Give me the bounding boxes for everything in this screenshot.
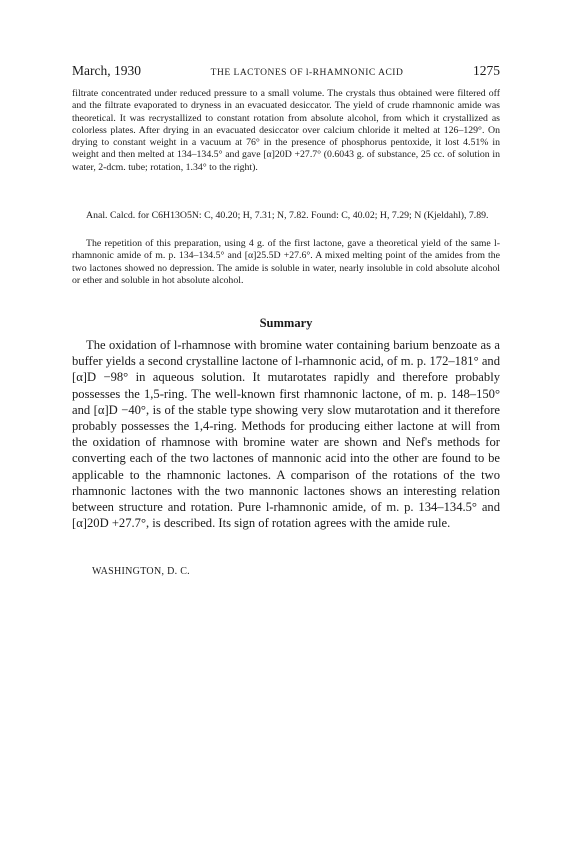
experimental-section: [72, 88, 500, 174]
header-date: March, 1930: [72, 63, 141, 78]
summary-heading: Summary: [259, 316, 313, 330]
analysis-section: [72, 210, 500, 222]
signature-location: WASHINGTON, D. C.: [92, 566, 190, 577]
page-number: 1275: [473, 63, 500, 78]
page-header: [72, 63, 500, 79]
running-title: THE LACTONES OF l-RHAMNONIC ACID: [210, 68, 404, 78]
paragraph-3: The repetition of this preparation, using 4 g. of the first lactone, gave a theoretical yield of the same l-rhamnonic amide of m. p. 134–134.5° and [α]25.5D +27.6°. A mixed melting point of the amides from the two lactones showed no depression. The amide is soluble in water, nearly insoluble in cold absolute alcohol or ether and soluble in hot absolute alcohol.: [72, 238, 500, 286]
summary-text: The oxidation of l-rhamnose with bromine water containing barium benzoate as a buffer yields a second crystalline lactone of l-rhamnonic acid, of m. p. 172–181° and [α]D −98° in aqueous solution. It mutarotates rapidly and therefore probably possesses the 1,5-ring. The well-known first rhamnonic lactone, of m. p. 148–150° and [α]D −40°, is of the stable type showing very slow mutarotation and it therefore probably possesses the 1,4-ring. Methods for producing either lactone at will from the oxidation of rhamnose with bromine water are shown and Nef's methods for converting each of the two lactones of mannonic acid into the other are found to be applicable to the rhamnonic lactones. A comparison of the rotations of the two rhamnonic lactones with the two mannonic lactones shows an interesting relation between structure and rotation. Pure l-rhamnonic amide, of m. p. 134–134.5° and [α]20D +27.7°, is described. Its sign of rotation agrees with the amide rule.: [72, 338, 500, 531]
repetition-section: [72, 238, 500, 287]
paragraph-analysis: Anal. Calcd. for C6H13O5N: C, 40.20; H, 7.31; N, 7.82. Found: C, 40.02; H, 7.29; N (Kjeldahl), 7.89.: [86, 210, 489, 221]
paragraph-1: filtrate concentrated under reduced pressure to a small volume. The crystals thus obtained were filtered off and the filtrate evaporated to dryness in an evacuated desiccator. The yield of crude rhamnonic amide was theoretical. It was recrystallized to constant rotation from absolute alcohol, from which it crystallized as colorless plates. After drying in an evacuated desiccator over calcium chloride it melted at 126–129°. On drying to constant weight in a vacuum at 76° in the presence of phosphorus pentoxide, it lost 4.51% in weight and then melted at 134–134.5° and gave [α]20D +27.7° (0.6043 g. of substance, 25 cc. of solution in water, 2-dcm. tube; rotation, 1.34° to the right).: [72, 88, 500, 173]
